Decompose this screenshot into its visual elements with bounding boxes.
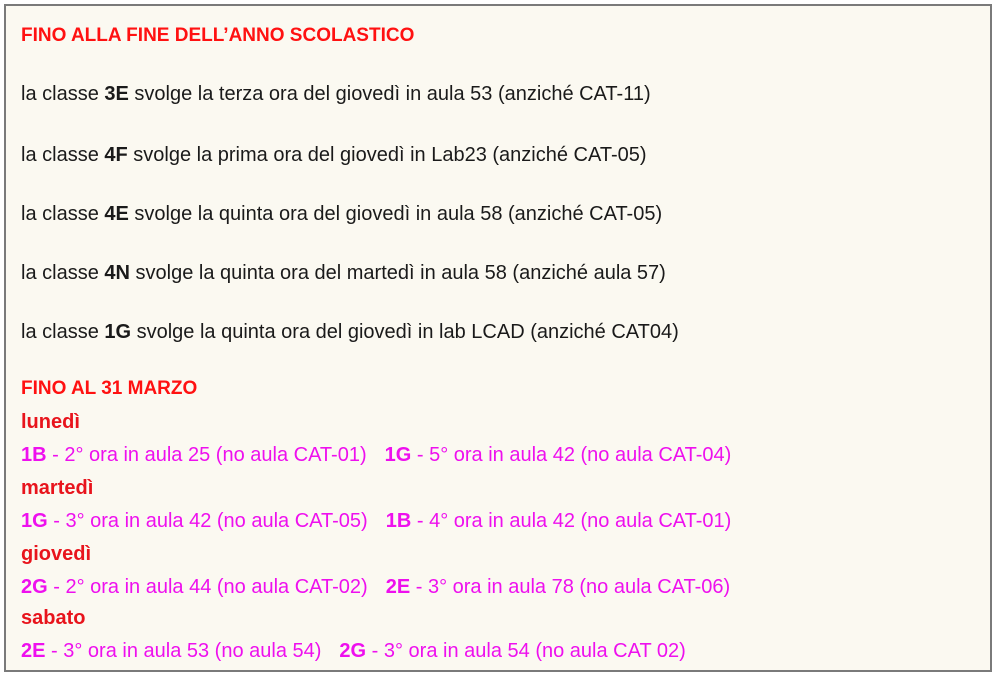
heading-until-march: FINO AL 31 MARZO [21,378,198,399]
class-code: 2G [339,640,367,662]
day-label: giovedì [21,543,92,565]
class-change-text: svolge la quinta ora del giovedì in lab LCAD (anziché CAT04) [131,321,679,343]
room-change-line [21,508,731,534]
class-change-prefix: la classe [21,262,105,284]
room-change-text: - 3° ora in aula 53 (no aula 54) [45,640,322,662]
class-change-line [21,319,679,345]
room-change-line [21,442,731,468]
class-code: 4N [104,262,130,284]
room-change-text: - 4° ora in aula 42 (no aula CAT-01) [411,510,732,532]
class-code: 2E [21,640,46,662]
class-change-text: svolge la quinta ora del martedì in aula 58 (anziché aula 57) [129,262,666,284]
class-change-line [21,201,662,227]
class-change-text: svolge la terza ora del giovedì in aula 53 (anziché CAT-11) [128,83,651,105]
room-change-text: - 5° ora in aula 42 (no aula CAT-04) [411,444,732,466]
room-change-text: - 2° ora in aula 25 (no aula CAT-01) [46,444,367,466]
room-change-line [21,574,730,600]
class-code: 1B [385,510,412,532]
class-change-text: svolge la quinta ora del giovedì in aula 58 (anziché CAT-05) [128,203,663,225]
class-code: 1B [21,444,47,466]
room-change-text: - 3° ora in aula 78 (no aula CAT-06) [410,576,731,598]
day-label: martedì [21,477,94,499]
class-change-line [21,81,651,107]
class-code: 4E [104,203,129,225]
room-change-text: - 3° ora in aula 54 (no aula CAT 02) [366,640,686,662]
heading-end-of-year: FINO ALLA FINE DELL’ANNO SCOLASTICO [21,25,415,46]
day-label: lunedì [21,411,80,433]
class-code: 1G [384,444,412,466]
class-code: 1G [104,321,132,343]
room-change-text: - 3° ora in aula 42 (no aula CAT-05) [47,510,368,532]
class-change-text: svolge la prima ora del giovedì in Lab23 (anziché CAT-05) [127,144,647,166]
class-change-prefix: la classe [21,144,105,166]
class-change-prefix: la classe [21,321,105,343]
timetable-notice [4,4,992,672]
class-change-prefix: la classe [21,83,105,105]
room-change-text: - 2° ora in aula 44 (no aula CAT-02) [47,576,368,598]
room-change-line [21,638,686,664]
day-label: sabato [21,607,86,629]
class-code: 2G [21,576,48,598]
class-code: 4F [104,144,128,166]
class-code: 3E [104,83,129,105]
class-change-prefix: la classe [21,203,105,225]
class-code: 1G [21,510,48,532]
class-change-line [21,260,666,286]
class-change-line [21,142,647,168]
class-code: 2E [385,576,411,598]
